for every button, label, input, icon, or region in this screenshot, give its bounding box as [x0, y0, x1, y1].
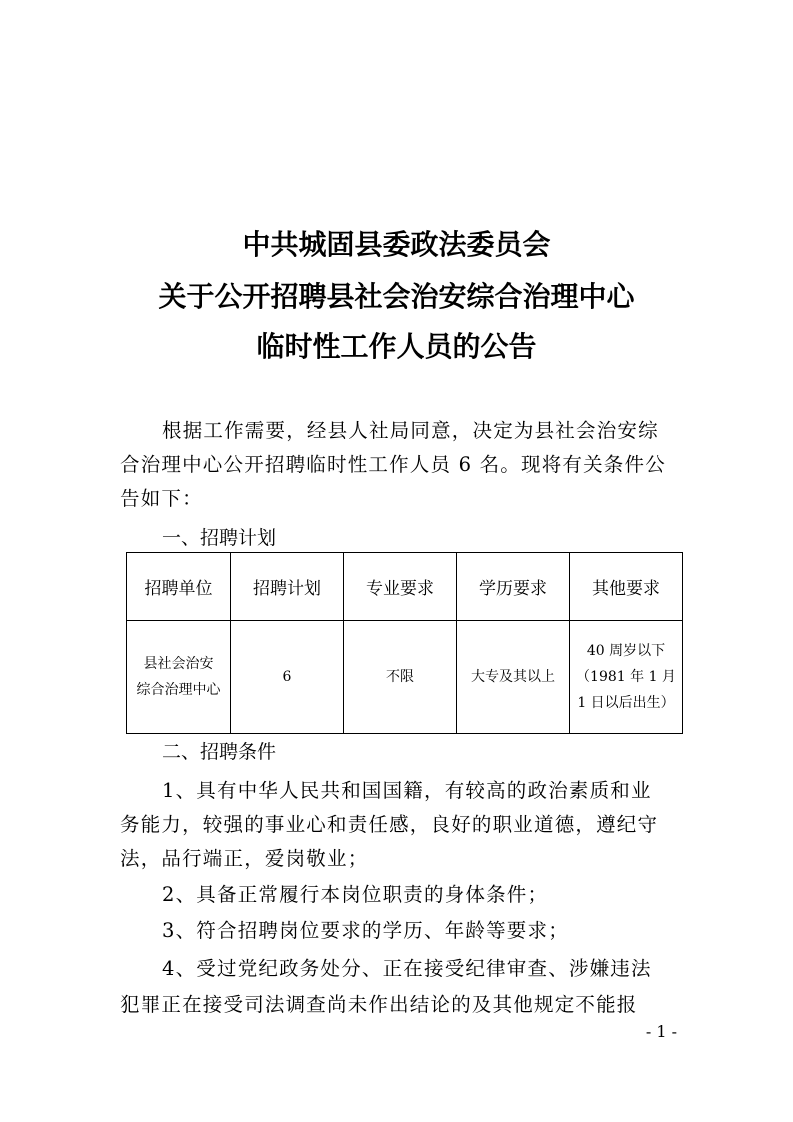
condition-3: 3、符合招聘岗位要求的学历、年龄等要求；: [162, 919, 569, 942]
condition-1-line-3: 法，品行端正，爱岗敬业；: [120, 847, 369, 870]
condition-1-line-1: 1、具有中华人民共和国国籍，有较高的政治素质和业: [162, 779, 652, 802]
section-heading-plan: 一、招聘计划: [162, 527, 277, 549]
header-plan: 招聘计划: [231, 553, 344, 621]
header-other: 其他要求: [570, 553, 683, 621]
header-major: 专业要求: [344, 553, 457, 621]
page-number: - 1 -: [645, 1022, 677, 1041]
recruitment-plan-table: [126, 552, 683, 734]
cell-other-line-3: 1 日以后出生）: [577, 695, 675, 711]
intro-line-2: 合治理中心公开招聘临时性工作人员 6 名。现将有关条件公: [120, 453, 666, 476]
cell-other-line-2: （1981 年 1 月: [576, 669, 676, 685]
document-title-line-3: 临时性工作人员的公告: [256, 330, 537, 363]
document-title-line-1: 中共城固县委政法委员会: [242, 228, 551, 261]
table-header-row: [127, 553, 683, 621]
cell-unit: [127, 621, 231, 734]
section-heading-conditions: 二、招聘条件: [162, 741, 277, 763]
cell-education: 大专及其以上: [457, 621, 570, 734]
cell-other-line-1: 40 周岁以下: [586, 643, 666, 659]
condition-4-line-1: 4、受过党纪政务处分、正在接受纪律审查、涉嫌违法: [162, 957, 652, 980]
intro-line-3: 告如下：: [120, 487, 203, 510]
header-education: 学历要求: [457, 553, 570, 621]
cell-unit-line-1: 县社会治安: [143, 656, 214, 672]
cell-other: [570, 621, 683, 734]
condition-1-line-2: 务能力，较强的事业心和责任感，良好的职业道德，遵纪守: [120, 813, 659, 836]
condition-4-line-2: 犯罪正在接受司法调查尚未作出结论的及其他规定不能报: [120, 993, 638, 1016]
condition-2: 2、具备正常履行本岗位职责的身体条件；: [162, 883, 549, 906]
cell-unit-line-2: 综合治理中心: [136, 682, 221, 698]
table-row: [127, 621, 683, 734]
cell-major: 不限: [344, 621, 457, 734]
intro-line-1: 根据工作需要，经县人社局同意，决定为县社会治安综: [162, 419, 659, 442]
cell-plan: 6: [231, 621, 344, 734]
document-title-line-2: 关于公开招聘县社会治安综合治理中心: [158, 280, 635, 313]
header-unit: 招聘单位: [127, 553, 231, 621]
